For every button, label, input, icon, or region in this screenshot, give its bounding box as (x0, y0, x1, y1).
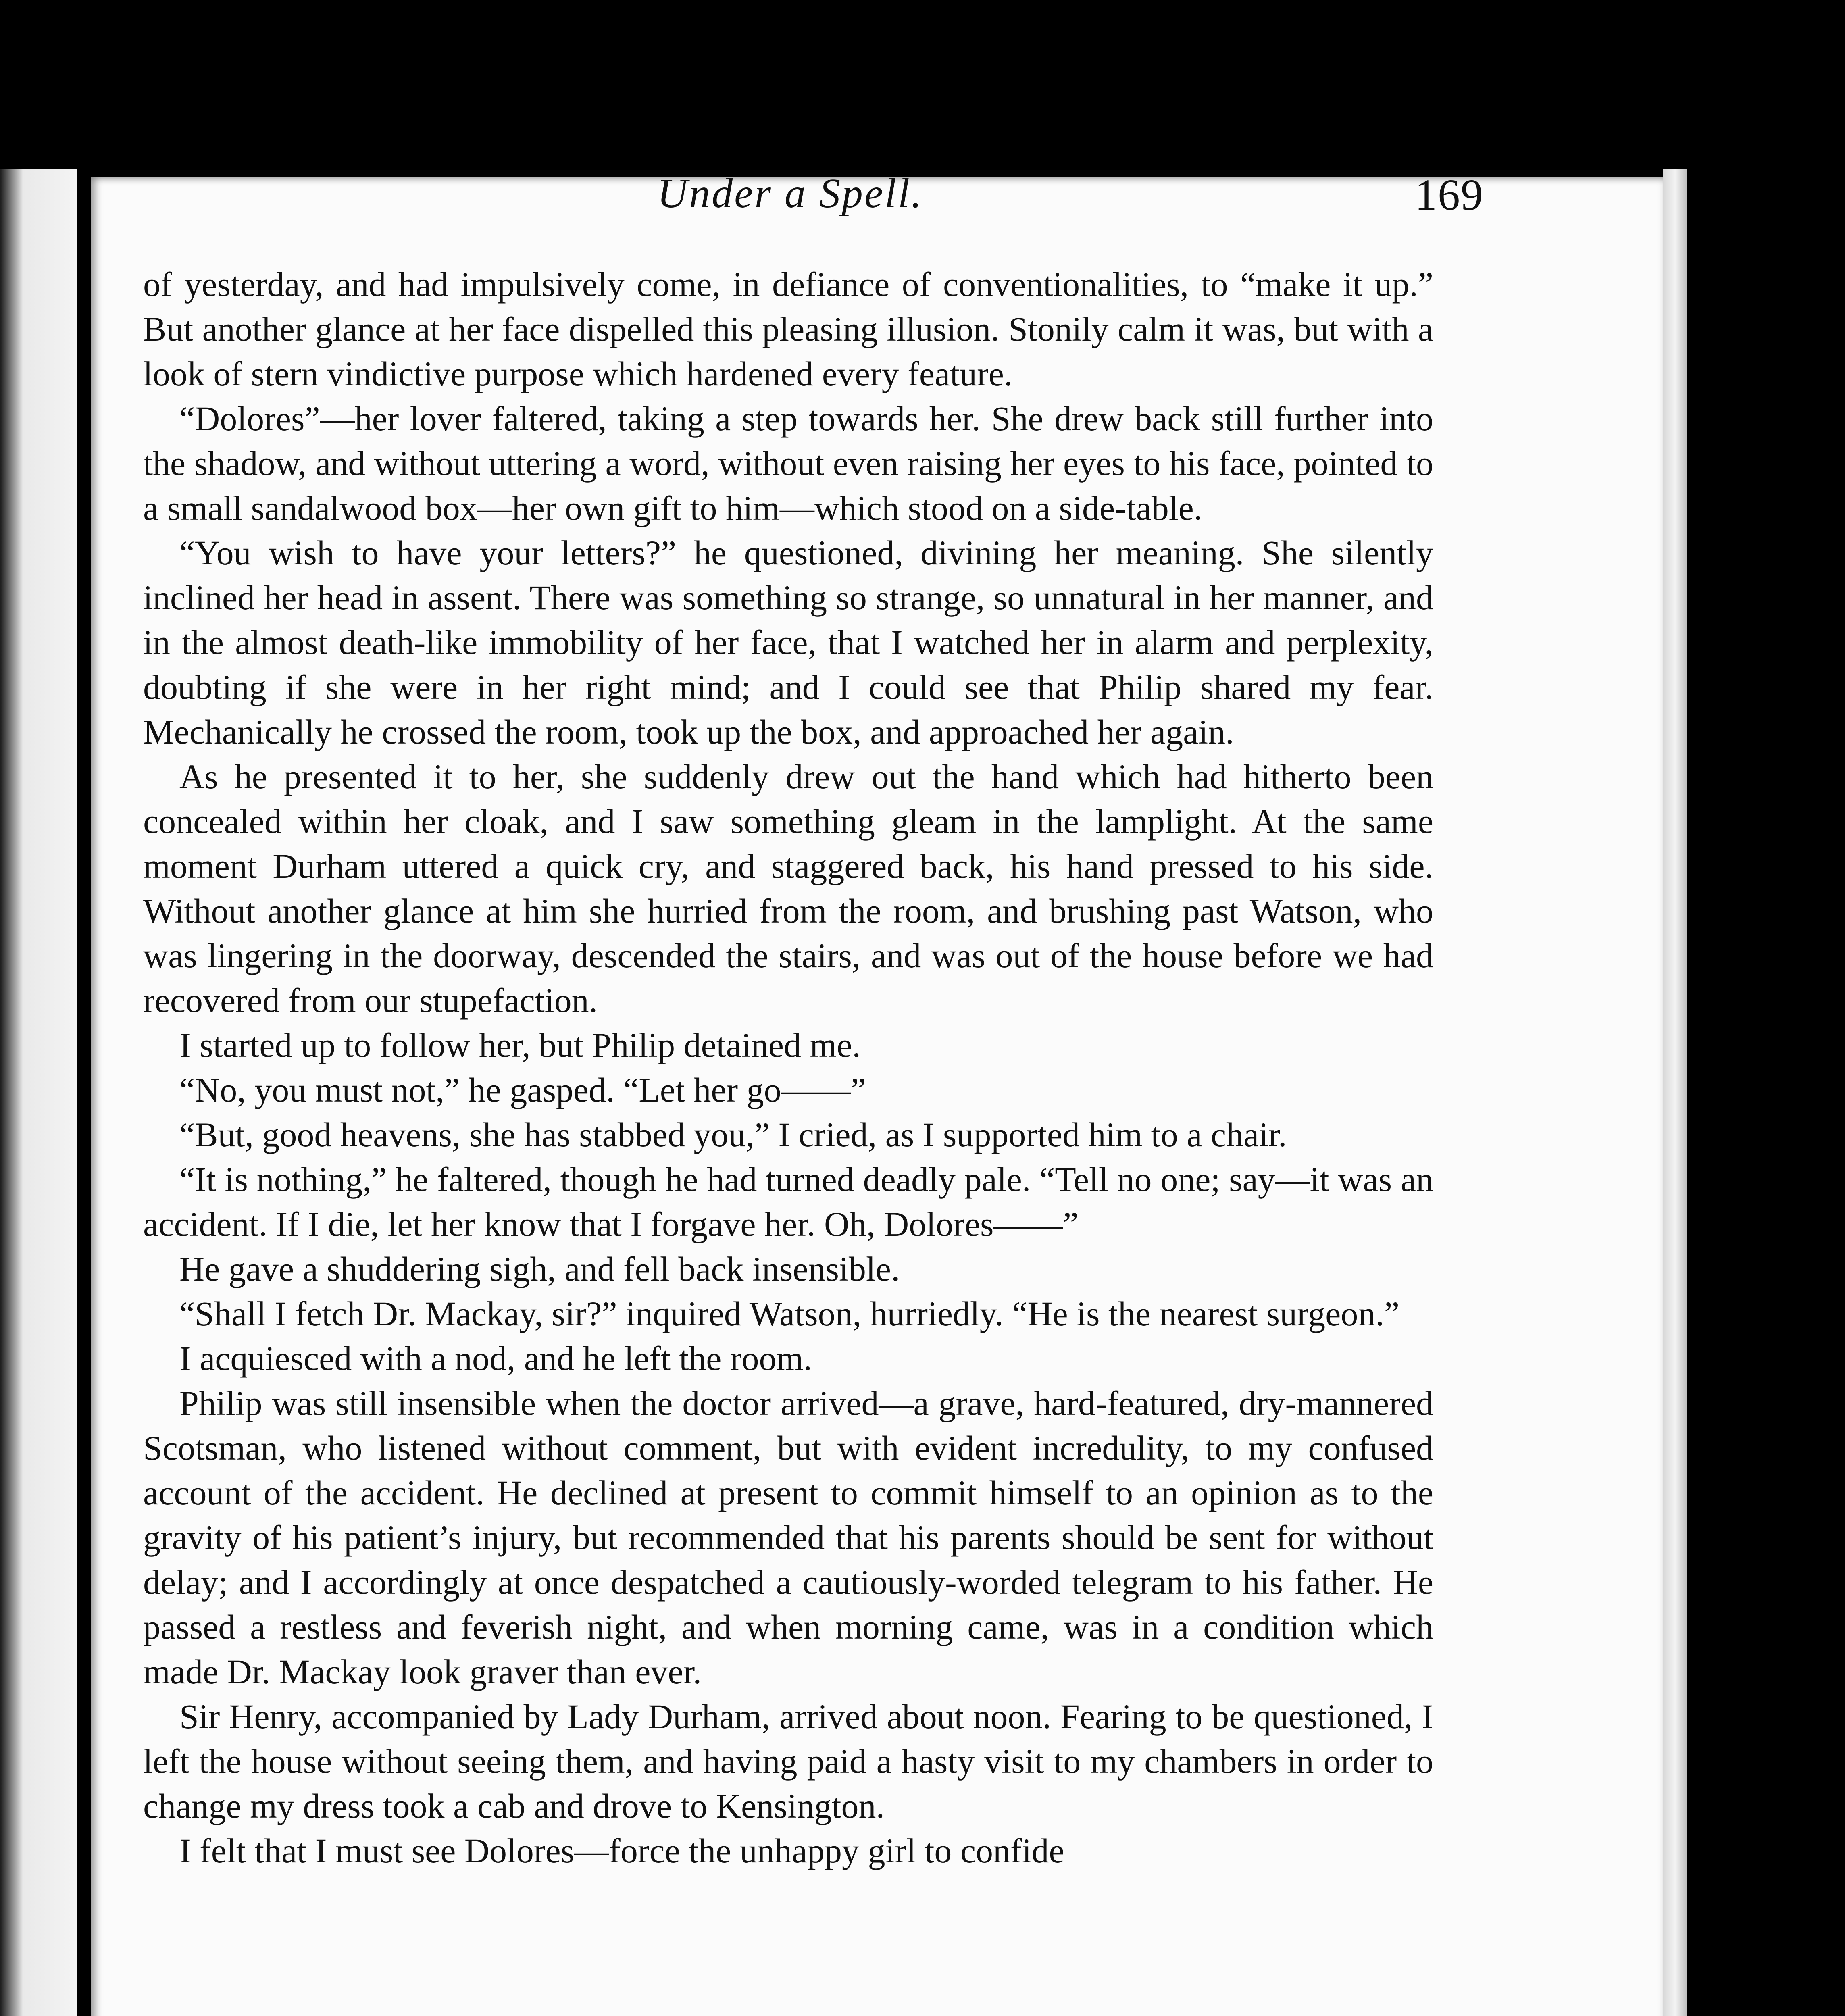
paragraph: He gave a shuddering sigh, and fell back insensible. (179, 1250, 900, 1288)
paragraph: I acquiesced with a nod, and he left the room. (179, 1339, 812, 1378)
body-text (143, 262, 1433, 1873)
paragraph: Sir Henry, accompanied by Lady Durham, arrived about noon. Fearing to be questioned, I left the house without seeing them, and having paid a hasty visit to my chambers in order to change my dress took a cab and drove to Kensington. (143, 1697, 1433, 1825)
paragraph: “Shall I fetch Dr. Mackay, sir?” inquired Watson, hurriedly. “He is the nearest surgeon.” (179, 1294, 1399, 1333)
paragraph: “Dolores”—her lover faltered, taking a step towards her. She drew back still further into the shadow, and without uttering a word, without even raising her eyes to his face, pointed to a small sandalwood box—her own gift to him—which stood on a side-table. (143, 399, 1433, 527)
page-number: 169 (1415, 170, 1484, 219)
paragraph: Philip was still insensible when the doctor arrived—a grave, hard-featured, dry-mannered Scotsman, who listened without comment, but with evident incredulity, to my confused account of the accident. He declined at present to commit himself to an opinion as to the gravity of his patient’s injury, but recommended that his parents should be sent for without delay; and I accordingly at once despatched a cautiously-worded telegram to his father. He passed a restless and feverish night, and when morning came, was in a condition which made Dr. Mackay look graver than ever. (143, 1384, 1433, 1691)
paragraph: of yesterday, and had impulsively come, in defiance of conventionalities, to “make it up.” But another glance at her face dispelled this pleasing illusion. Stonily calm it was, but with a look of stern vindictive purpose which hardened every feature. (143, 265, 1433, 393)
paragraph: “It is nothing,” he faltered, though he had turned deadly pale. “Tell no one; say—it was an accident. If I die, let her know that I forgave her. Oh, Dolores——” (143, 1160, 1433, 1243)
paragraph: I started up to follow her, but Philip detained me. (179, 1026, 861, 1064)
paragraph: “But, good heavens, she has stabbed you,” I cried, as I supported him to a chair. (179, 1115, 1287, 1154)
paragraph: “No, you must not,” he gasped. “Let her go——” (179, 1070, 866, 1109)
paragraph: “You wish to have your letters?” he questioned, divining her meaning. She silently inclined her head in assent. There was something so strange, so unnatural in her manner, and in the almost death-like immobility of her face, that I watched her in alarm and perplexity, doubting if she were in her right mind; and I could see that Philip shared my fear. Mechanically he crossed the room, took up the box, and approached her again. (143, 533, 1433, 751)
running-head (145, 169, 1484, 234)
paragraph: As he presented it to her, she suddenly drew out the hand which had hitherto been concealed within her cloak, and I saw something gleam in the lamplight. At the same moment Durham uttered a quick cry, and staggered back, his hand pressed to his side. Without another glance at him she hurried from the room, and brushing past Watson, who was lingering in the doorway, descended the stairs, and was out of the house before we had recovered from our stupefaction. (143, 757, 1433, 1020)
page-stack-edge (1663, 169, 1687, 2016)
running-title: Under a Spell. (657, 170, 923, 217)
paragraph: I felt that I must see Dolores—force the unhappy girl to confide (179, 1831, 1064, 1870)
facing-page-edge (0, 169, 77, 2016)
